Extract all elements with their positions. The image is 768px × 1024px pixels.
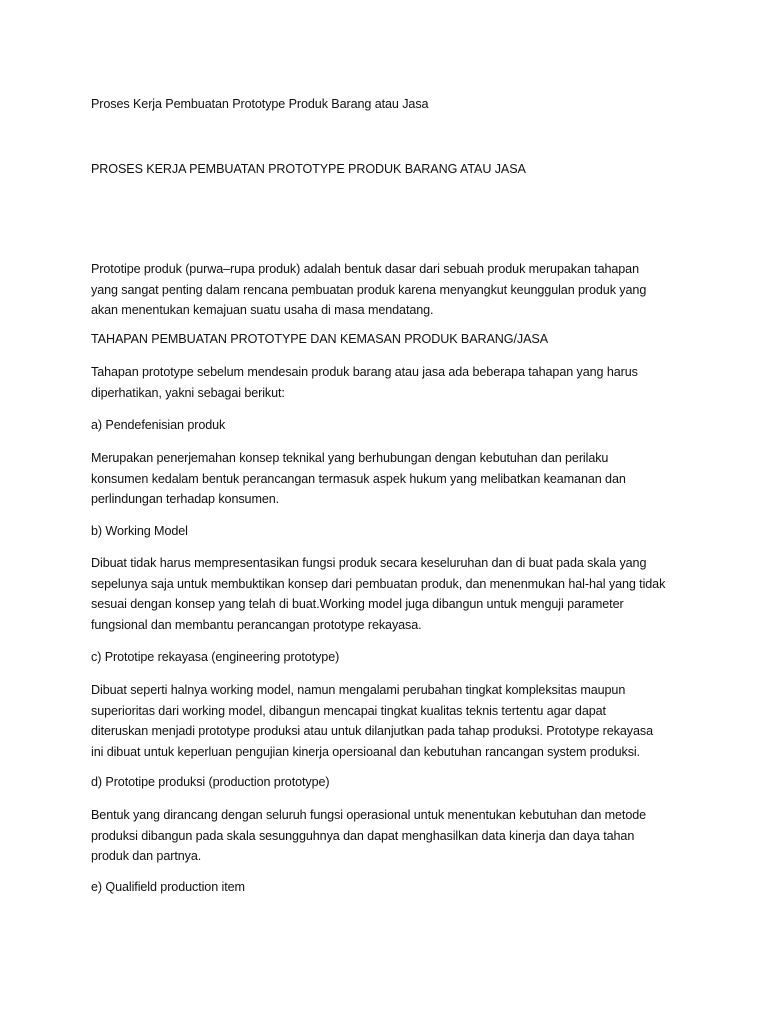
item-b-line: fungsional dan membantu perancangan prototype rekayasa. [91,617,422,632]
section-intro-paragraph [91,362,691,403]
item-a-line: perlindungan terhadap konsumen. [91,492,280,507]
item-e-title: e) Qualifield production item [91,880,245,894]
item-a-line: Merupakan penerjemahan konsep teknikal yang berhubungan dengan kebutuhan dan perilaku [91,451,609,465]
item-a-line: konsumen kedalam bentuk perancangan termasuk aspek hukum yang melibatkan keamanan dan [91,471,626,486]
item-b-line: Dibuat tidak harus mempresentasikan fungsi produk secara keseluruhan dan di buat pada skala yang [91,556,647,570]
item-d-line: produk dan partnya. [91,849,202,864]
item-c-title: c) Prototipe rekayasa (engineering prototype) [91,650,340,664]
section-intro-line: Tahapan prototype sebelum mendesain produk barang atau jasa ada beberapa tahapan yang harus [91,365,638,379]
section-heading: TAHAPAN PEMBUATAN PROTOTYPE DAN KEMASAN PRODUK BARANG/JASA [91,332,548,346]
item-c-line: diteruskan menjadi prototype produksi atau untuk dilanjutkan pada tahap produksi. Prototype rekayasa [91,724,653,739]
intro-line: yang sangat penting dalam rencana pembuatan produk karena menyangkut keunggulan produk yang [91,282,647,297]
section-intro-line: diperhatikan, yakni sebagai berikut: [91,385,285,400]
intro-paragraph [91,259,691,321]
item-a-title: a) Pendefenisian produk [91,418,226,432]
item-c-paragraph [91,680,691,762]
main-heading: PROSES KERJA PEMBUATAN PROTOTYPE PRODUK BARANG ATAU JASA [91,162,526,176]
item-d-paragraph [91,805,691,867]
item-d-line: produksi dibangun pada skala sesungguhnya dan dapat menghasilkan data kinerja dan daya tahan [91,828,635,843]
intro-line: Prototipe produk (purwa–rupa produk) adalah bentuk dasar dari sebuah produk merupakan tahapan [91,262,639,276]
item-c-line: ini dibuat untuk keperluan pengujian kinerja opersioanal dan kebutuhan rancangan system produksi. [91,744,641,759]
intro-line: akan menentukan kemajuan suatu usaha di masa mendatang. [91,303,434,318]
item-d-title: d) Prototipe produksi (production prototype) [91,775,330,789]
item-d-line: Bentuk yang dirancang dengan seluruh fungsi operasional untuk menentukan kebutuhan dan metode [91,808,647,822]
item-b-line: sesuai dengan konsep yang telah di buat.Working model juga dibangun untuk menguji parameter [91,597,624,612]
item-b-paragraph [91,553,691,635]
item-b-title: b) Working Model [91,524,188,538]
item-b-line: sepelunya saja untuk membuktikan konsep dari pembuatan produk, dan menenmukan hal-hal yang tidak [91,576,666,591]
item-c-line: Dibuat seperti halnya working model, namun mengalami perubahan tingkat kompleksitas maupun [91,683,626,697]
item-a-paragraph [91,448,691,510]
item-c-line: superioritas dari working model, dibangun mencapai tingkat kualitas teknis tertentu agar dapat [91,703,606,718]
document-title: Proses Kerja Pembuatan Prototype Produk Barang atau Jasa [91,97,429,111]
